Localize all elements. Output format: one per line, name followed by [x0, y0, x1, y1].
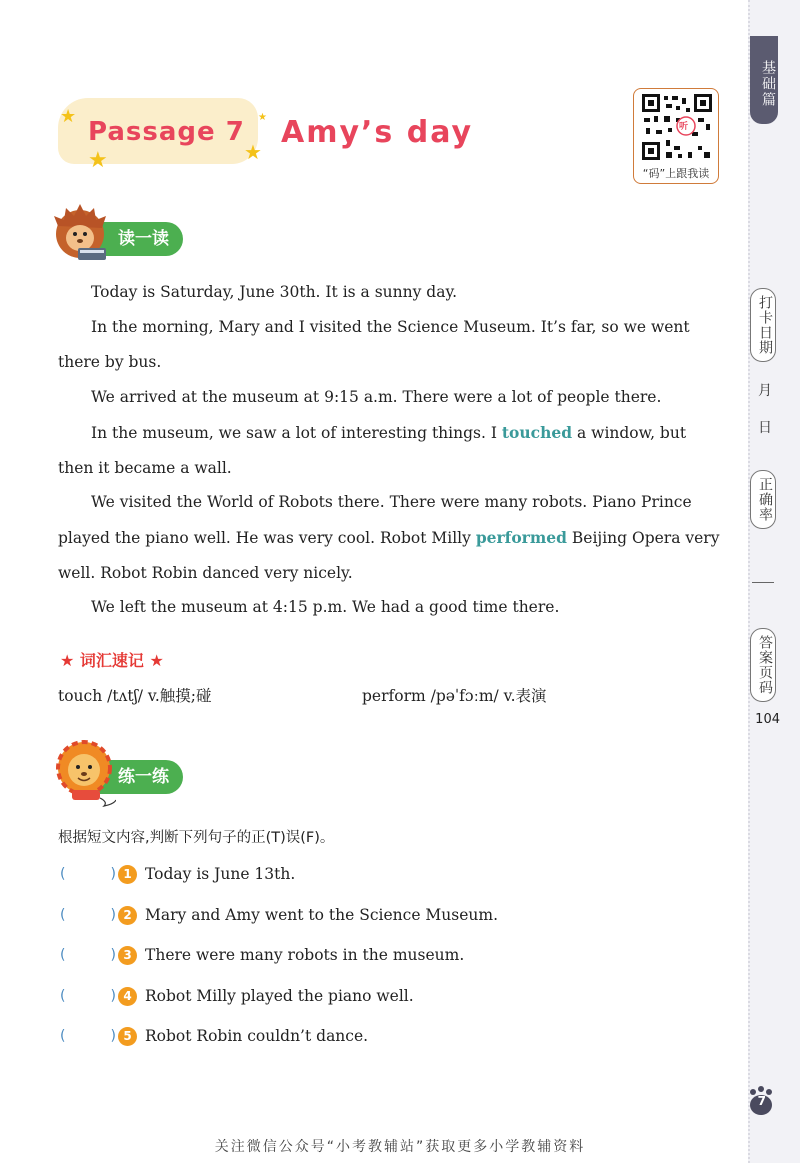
answer-page-box: 答案页码 — [750, 628, 776, 702]
answer-blank-1[interactable] — [58, 866, 118, 882]
question-number-3: 3 — [118, 946, 137, 965]
highlight-performed: performed — [475, 528, 567, 547]
vocab-heading: ★ 词汇速记 ★ — [60, 651, 164, 670]
paragraph-4-text-end: a window, but then it became a wall. — [58, 424, 687, 477]
question-text-2: Mary and Amy went to the Science Museum. — [145, 906, 499, 924]
paren-open: ( — [60, 907, 66, 923]
star-icon: ★ — [60, 106, 77, 127]
read-section-label: 读一读 — [74, 222, 183, 256]
qr-code[interactable] — [633, 88, 719, 184]
question-number-4: 4 — [118, 987, 137, 1006]
lion-icon — [54, 738, 116, 808]
practice-section-label: 练一练 — [74, 760, 183, 794]
paragraph-4 — [58, 415, 723, 486]
qr-caption: “码”上跟我读 — [642, 167, 710, 180]
answer-blank-3[interactable] — [58, 947, 118, 963]
paragraph-3: We arrived at the museum at 9:15 a.m. There were a lot of people there. — [91, 388, 662, 406]
paren-open: ( — [60, 1028, 66, 1044]
question-text-3: There were many robots in the museum. — [145, 946, 465, 964]
vocab-touch: touch /tʌtʃ/ v.触摸;碰 — [58, 687, 212, 705]
paragraph-4-text: In the museum, we saw a lot of interesting things. I — [91, 424, 502, 442]
paren-close: ) — [110, 947, 116, 963]
highlight-touched: touched — [501, 423, 573, 442]
star-icon: ★ — [258, 112, 267, 123]
passage-label: Passage 7 — [88, 117, 245, 147]
checkin-date-box: 打卡日期 — [750, 288, 776, 362]
paragraph-6: We left the museum at 4:15 p.m. We had a good time there. — [91, 598, 560, 616]
qr-listen-badge: 听 — [679, 122, 689, 132]
question-row-3 — [58, 942, 464, 968]
paragraph-1: Today is Saturday, June 30th. It is a sunny day. — [91, 283, 458, 301]
question-text-5: Robot Robin couldn’t dance. — [145, 1027, 369, 1045]
footer-note: 关注微信公众号“小考教辅站”获取更多小学教辅资料 — [214, 1139, 586, 1155]
answer-blank-2[interactable] — [58, 907, 118, 923]
question-number-1: 1 — [118, 865, 137, 884]
paren-open: ( — [60, 947, 66, 963]
vocab-perform: perform /pəˈfɔːm/ v.表演 — [362, 687, 547, 705]
paren-close: ) — [110, 866, 116, 882]
paragraph-5-text: We visited the World of Robots there. There were many robots. Piano Prince played the piano well. He was very cool. Robot Milly — [58, 493, 692, 547]
answer-blank-5[interactable] — [58, 1028, 118, 1044]
accuracy-line — [752, 582, 774, 583]
paragraph-5 — [58, 485, 723, 591]
question-text-4: Robot Milly played the piano well. — [145, 987, 414, 1005]
answer-page-number: 104 — [755, 712, 780, 727]
star-icon: ★ — [244, 140, 262, 164]
question-row-4 — [58, 983, 414, 1009]
accuracy-box: 正确率 — [750, 470, 776, 529]
question-row-5 — [58, 1023, 368, 1049]
question-row-1 — [58, 861, 295, 887]
star-icon: ★ — [88, 148, 108, 173]
paren-open: ( — [60, 866, 66, 882]
paren-close: ) — [110, 1028, 116, 1044]
instruction: 根据短文内容,判断下列句子的正(T)误(F)。 — [58, 830, 335, 846]
month-label: 月 — [758, 383, 772, 399]
hedgehog-reading-icon — [52, 204, 112, 266]
day-label: 日 — [758, 420, 772, 436]
paragraph-5-text-end: Beijing Opera very well. Robot Robin danced very nicely. — [58, 529, 720, 582]
question-number-5: 5 — [118, 1027, 137, 1046]
paren-close: ) — [110, 907, 116, 923]
qr-code-icon — [642, 94, 712, 160]
paren-open: ( — [60, 988, 66, 1004]
question-text-1: Today is June 13th. — [145, 865, 296, 883]
question-number-2: 2 — [118, 906, 137, 925]
question-row-2 — [58, 902, 498, 928]
page-number: 7 — [757, 1094, 766, 1108]
paren-close: ) — [110, 988, 116, 1004]
paragraph-2: In the morning, Mary and I visited the Science Museum. It’s far, so we went there by bus. — [58, 318, 690, 371]
section-tab: 基础篇 — [750, 36, 778, 124]
answer-blank-4[interactable] — [58, 988, 118, 1004]
page-title: Amy’s day — [281, 115, 474, 150]
